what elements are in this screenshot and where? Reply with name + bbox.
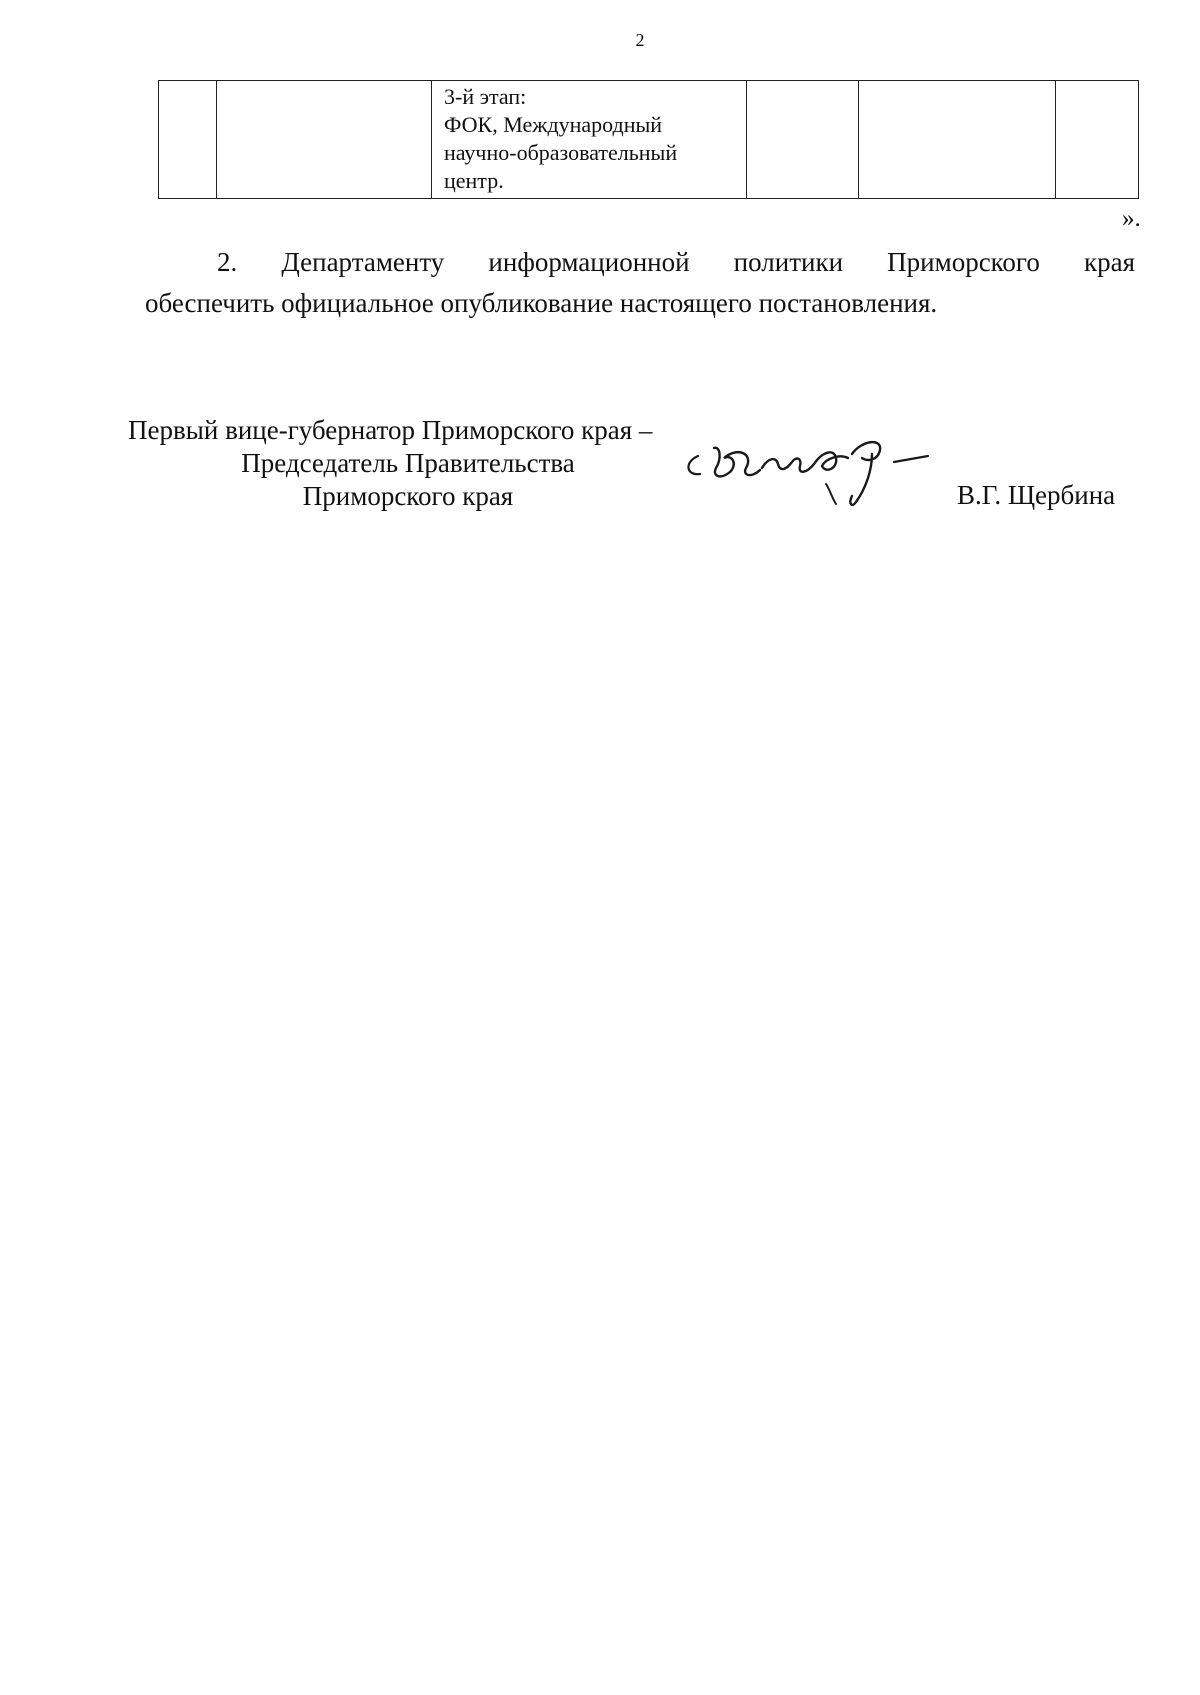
cell-line: научно-образовательный: [444, 140, 678, 165]
table-cell-empty: [747, 81, 859, 199]
page-number: 2: [635, 30, 645, 50]
continuation-table: [158, 80, 1139, 199]
table-cell-empty: [159, 81, 217, 199]
signer-name: В.Г. Щербина: [957, 480, 1116, 510]
closing-quote: ».: [1122, 205, 1141, 232]
paragraph-line: обеспечить официальное опубликование настоящего постановления.: [145, 288, 938, 318]
table-cell-empty: [217, 81, 432, 199]
table-row: [159, 81, 1139, 199]
paragraph-2: [145, 242, 1135, 324]
cell-line: 3-й этап:: [444, 84, 527, 109]
table-cell-empty: [1056, 81, 1139, 199]
cell-line: ФОК, Международный: [444, 112, 663, 137]
signatory-title: [128, 414, 688, 513]
handwritten-signature: [676, 418, 976, 528]
cell-line: центр.: [444, 168, 504, 193]
signatory-title-line: Приморского края: [302, 481, 514, 511]
paragraph-line: 2. Департаменту информационной политики Приморского края: [217, 247, 1135, 277]
signatory-title-line: Первый вице-губернатор Приморского края –: [128, 415, 653, 445]
table-cell-stage: [432, 81, 747, 199]
signatory-title-line: Председатель Правительства: [241, 448, 575, 478]
table-cell-empty: [859, 81, 1056, 199]
